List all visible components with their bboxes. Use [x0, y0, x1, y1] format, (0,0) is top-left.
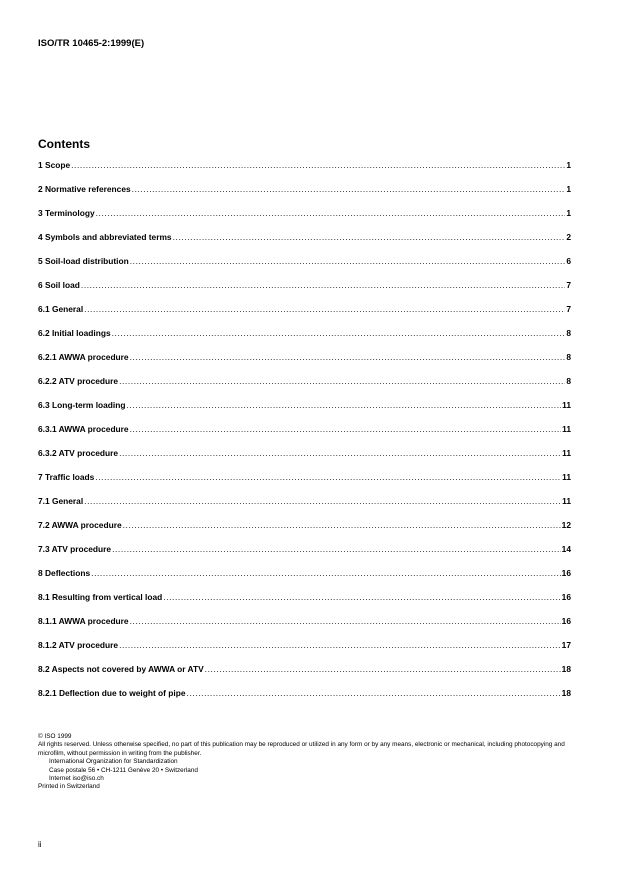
toc-entry-label: 4 Symbols and abbreviated terms	[38, 232, 172, 242]
toc-entry-page: 18	[561, 664, 571, 674]
table-of-contents	[38, 160, 571, 712]
toc-entry[interactable]	[38, 568, 571, 592]
toc-entry[interactable]	[38, 280, 571, 304]
printed-in: Printed in Switzerland	[38, 783, 100, 791]
toc-entry-page: 14	[561, 544, 571, 554]
toc-leader-dots	[119, 376, 565, 386]
toc-entry[interactable]	[38, 328, 571, 352]
toc-entry[interactable]	[38, 208, 571, 232]
toc-entry-label: 5 Soil-load distribution	[38, 256, 129, 266]
toc-leader-dots	[130, 616, 561, 626]
toc-entry-label: 6.2.2 ATV procedure	[38, 376, 119, 386]
contents-heading: Contents	[38, 137, 90, 151]
toc-leader-dots	[96, 208, 566, 218]
toc-leader-dots	[119, 640, 561, 650]
toc-entry-label: 6.3.2 ATV procedure	[38, 448, 119, 458]
toc-leader-dots	[81, 280, 565, 290]
toc-entry-label: 7.2 AWWA procedure	[38, 520, 122, 530]
toc-leader-dots	[132, 184, 566, 194]
toc-leader-dots	[112, 544, 561, 554]
toc-entry-page: 7	[566, 280, 571, 290]
toc-entry-label: 6 Soil load	[38, 280, 80, 290]
toc-leader-dots	[84, 496, 561, 506]
toc-entry[interactable]	[38, 640, 571, 664]
toc-entry-label: 7 Traffic loads	[38, 472, 95, 482]
toc-entry[interactable]	[38, 400, 571, 424]
toc-entry[interactable]	[38, 496, 571, 520]
toc-entry-label: 2 Normative references	[38, 184, 131, 194]
toc-leader-dots	[205, 664, 561, 674]
toc-entry-page: 11	[562, 424, 571, 434]
toc-entry-page: 12	[561, 520, 571, 530]
toc-entry-label: 6.2 Initial loadings	[38, 328, 111, 338]
toc-entry[interactable]	[38, 472, 571, 496]
toc-entry-page: 16	[561, 592, 571, 602]
toc-entry-page: 18	[561, 688, 571, 698]
copyright-notice	[38, 733, 578, 792]
toc-entry-label: 3 Terminology	[38, 208, 95, 218]
toc-entry-label: 8.2 Aspects not covered by AWWA or ATV	[38, 664, 204, 674]
toc-leader-dots	[112, 328, 566, 338]
toc-entry[interactable]	[38, 544, 571, 568]
toc-entry-page: 11	[562, 472, 571, 482]
toc-entry-label: 8.1.2 ATV procedure	[38, 640, 119, 650]
toc-leader-dots	[91, 568, 561, 578]
toc-entry-page: 1	[566, 184, 571, 194]
toc-entry-page: 8	[566, 352, 571, 362]
toc-entry[interactable]	[38, 376, 571, 400]
toc-leader-dots	[126, 400, 561, 410]
toc-entry[interactable]	[38, 256, 571, 280]
toc-entry[interactable]	[38, 664, 571, 688]
toc-entry-page: 2	[566, 232, 571, 242]
toc-entry[interactable]	[38, 184, 571, 208]
org-address: Case postale 56 • CH-1211 Genève 20 • Switzerland	[49, 766, 198, 774]
toc-entry[interactable]	[38, 688, 571, 712]
toc-entry[interactable]	[38, 520, 571, 544]
toc-leader-dots	[187, 688, 561, 698]
toc-entry[interactable]	[38, 232, 571, 256]
toc-entry-page: 1	[566, 208, 571, 218]
toc-leader-dots	[130, 424, 562, 434]
toc-entry-page: 6	[566, 256, 571, 266]
copyright-line: © ISO 1999	[38, 733, 72, 740]
toc-entry-page: 11	[562, 400, 571, 410]
toc-leader-dots	[84, 304, 565, 314]
toc-entry-page: 8	[566, 328, 571, 338]
toc-entry-page: 16	[561, 616, 571, 626]
toc-entry[interactable]	[38, 592, 571, 616]
toc-entry-label: 8 Deflections	[38, 568, 91, 578]
toc-leader-dots	[119, 448, 561, 458]
toc-entry-page: 11	[562, 496, 571, 506]
toc-entry-label: 8.1 Resulting from vertical load	[38, 592, 163, 602]
toc-entry-label: 8.2.1 Deflection due to weight of pipe	[38, 688, 186, 698]
toc-entry-page: 16	[561, 568, 571, 578]
org-internet: Internet iso@iso.ch	[49, 775, 104, 783]
toc-leader-dots	[130, 352, 566, 362]
toc-entry-page: 8	[566, 376, 571, 386]
toc-entry-label: 6.1 General	[38, 304, 84, 314]
toc-leader-dots	[71, 160, 565, 170]
toc-entry-page: 17	[561, 640, 571, 650]
toc-entry-label: 6.3.1 AWWA procedure	[38, 424, 129, 434]
toc-entry-page: 7	[566, 304, 571, 314]
toc-entry-page: 1	[566, 160, 571, 170]
toc-leader-dots	[163, 592, 560, 602]
toc-leader-dots	[130, 256, 566, 266]
toc-entry-label: 6.2.1 AWWA procedure	[38, 352, 129, 362]
toc-entry-label: 7.1 General	[38, 496, 84, 506]
org-name: International Organization for Standardization	[49, 758, 178, 766]
toc-entry[interactable]	[38, 448, 571, 472]
toc-entry[interactable]	[38, 616, 571, 640]
toc-entry-label: 6.3 Long-term loading	[38, 400, 126, 410]
toc-entry-label: 1 Scope	[38, 160, 71, 170]
toc-entry-label: 7.3 ATV procedure	[38, 544, 112, 554]
page-number: ii	[38, 840, 42, 849]
rights-statement: All rights reserved. Unless otherwise specified, no part of this publication may be reproduced or utilized in any form or by any means, electronic or mechanical, including photocopying and microfilm, without permission in writing from the publisher.	[38, 741, 565, 757]
toc-entry[interactable]	[38, 352, 571, 376]
toc-entry[interactable]	[38, 424, 571, 448]
toc-entry[interactable]	[38, 304, 571, 328]
document-header: ISO/TR 10465-2:1999(E)	[38, 38, 145, 49]
toc-entry-page: 11	[562, 448, 571, 458]
toc-entry[interactable]	[38, 160, 571, 184]
toc-leader-dots	[123, 520, 561, 530]
toc-leader-dots	[95, 472, 561, 482]
toc-leader-dots	[173, 232, 566, 242]
toc-entry-label: 8.1.1 AWWA procedure	[38, 616, 129, 626]
